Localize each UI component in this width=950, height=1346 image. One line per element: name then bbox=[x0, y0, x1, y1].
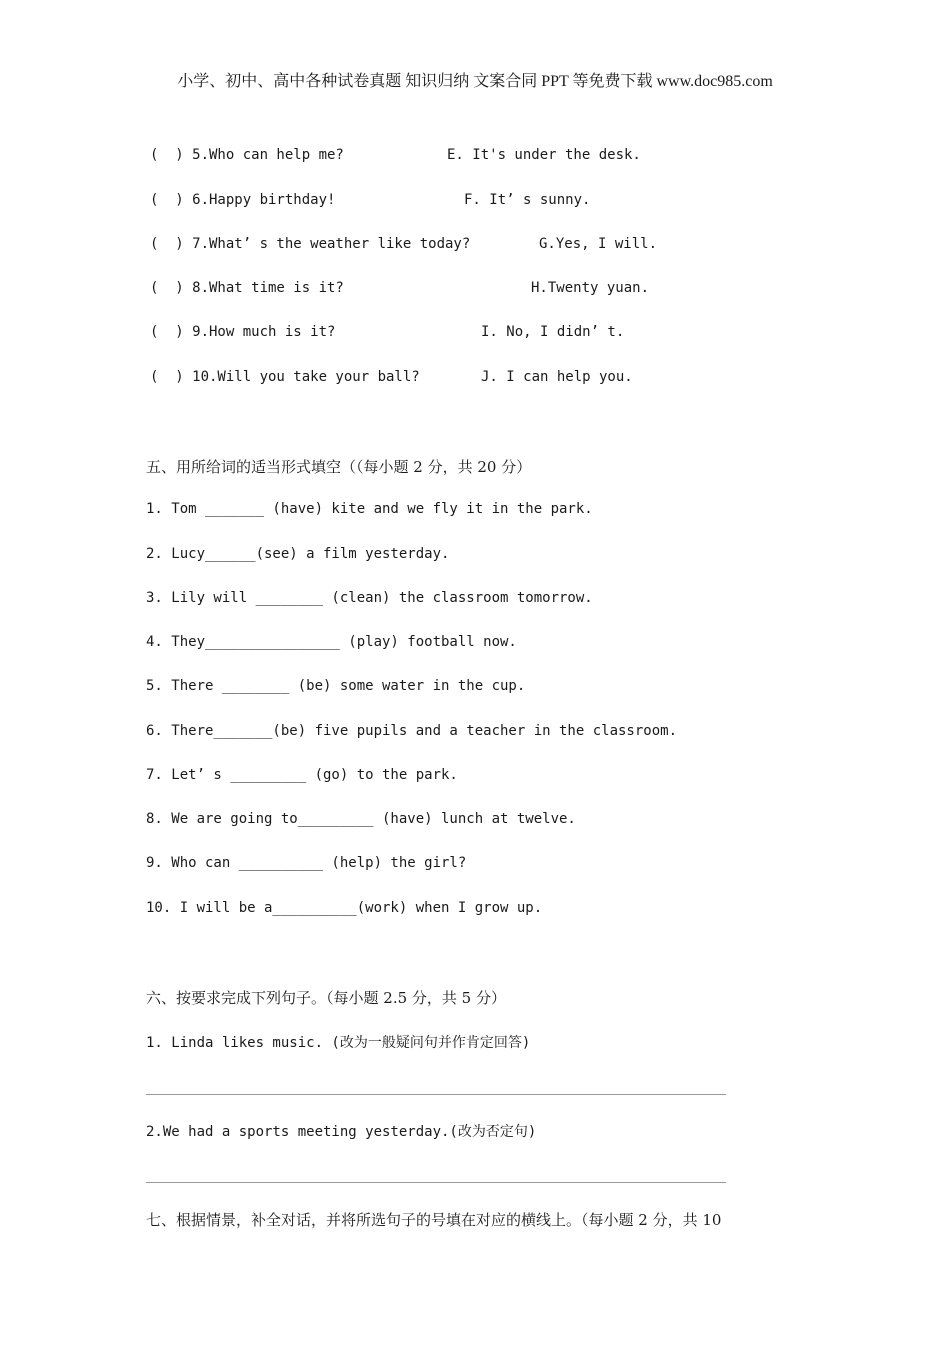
fill-item: 10. I will be a__________(work) when I grow up. bbox=[146, 900, 543, 916]
matching-answer: I. No, I didn’ t. bbox=[481, 324, 625, 340]
section-title: 六、按要求完成下列句子。（每小题 2.5 分，共 5 分） bbox=[146, 989, 506, 1007]
fill-item: 6. There_______(be) five pupils and a teacher in the classroom. bbox=[146, 723, 678, 739]
matching-question: ( ) 6.Happy birthday! bbox=[150, 192, 336, 208]
page-header: 小学、初中、高中各种试卷真题 知识归纳 文案合同 PPT 等免费下载 www.doc985.com bbox=[177, 73, 773, 90]
matching-answer: G.Yes, I will. bbox=[539, 236, 658, 252]
matching-answer: F. It’ s sunny. bbox=[464, 192, 591, 208]
matching-question: ( ) 7.What’ s the weather like today? bbox=[150, 236, 471, 252]
matching-answer: H.Twenty yuan. bbox=[531, 280, 650, 296]
matching-answer: J. I can help you. bbox=[481, 369, 633, 385]
fill-item: 2. Lucy______(see) a film yesterday. bbox=[146, 546, 450, 562]
answer-line bbox=[146, 1182, 726, 1183]
matching-question: ( ) 5.Who can help me? bbox=[150, 147, 344, 163]
rewrite-item: 1. Linda likes music. (改为一般疑问句并作肯定回答) bbox=[146, 1035, 531, 1051]
matching-answer: E. It's under the desk. bbox=[447, 147, 641, 163]
fill-item: 7. Let’ s _________ (go) to the park. bbox=[146, 767, 458, 783]
matching-question: ( ) 10.Will you take your ball? bbox=[150, 369, 420, 385]
fill-item: 9. Who can __________ (help) the girl? bbox=[146, 855, 467, 871]
rewrite-item: 2.We had a sports meeting yesterday.(改为否定句) bbox=[146, 1124, 537, 1140]
section-title: 七、根据情景，补全对话，并将所选句子的号填在对应的横线上。（每小题 2 分，共 10 bbox=[146, 1211, 722, 1229]
matching-question: ( ) 8.What time is it? bbox=[150, 280, 344, 296]
fill-item: 8. We are going to_________ (have) lunch at twelve. bbox=[146, 811, 576, 827]
fill-item: 5. There ________ (be) some water in the cup. bbox=[146, 678, 526, 694]
answer-line bbox=[146, 1094, 726, 1095]
fill-item: 4. They________________ (play) football now. bbox=[146, 634, 517, 650]
fill-item: 3. Lily will ________ (clean) the classroom tomorrow. bbox=[146, 590, 593, 606]
fill-item: 1. Tom _______ (have) kite and we fly it in the park. bbox=[146, 501, 593, 517]
matching-question: ( ) 9.How much is it? bbox=[150, 324, 336, 340]
section-title: 五、用所给词的适当形式填空（（每小题 2 分，共 20 分） bbox=[146, 458, 532, 476]
